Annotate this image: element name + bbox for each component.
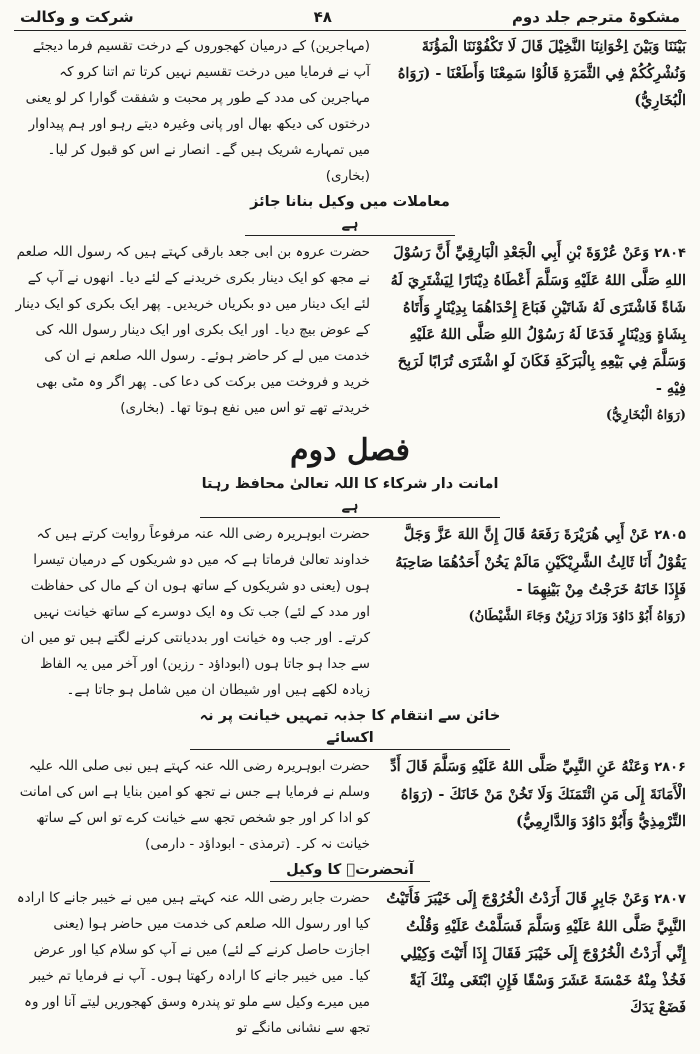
hadith-continuation [14,33,686,189]
hadith-2804-source: (رَوَاهُ الْبُخَارِيُّ) [605,408,686,423]
hadith-2804-arabic-col [386,239,686,429]
hadith-2806-urdu: حضرت ابوہریرہ رضی اللہ عنہ کہتے ہیں نبی صلی اللہ علیہ وسلم نے فرمایا ہے جس نے تجھ کو امین بنایا ہے اس کی امانت کو ادا کر اور جو شخص تجھ سے خیانت کرے تو اس کے ساتھ خیانت نہ کر۔ (ترمذی - ابوداؤد - دارمی) [19,758,370,852]
hadith-2806 [14,753,686,857]
hadith-2804-arabic [386,239,686,402]
heading-text: آنحضرتؐ کا وکیل [270,859,430,882]
hadith-2805-arabic-col [386,521,686,703]
hadith-2805-source: (رَوَاهُ أَبُوْ دَاوُدَ وَزَادَ رَزِيْنٌ وَجَاءَ الشَّيْطَانُ) [468,609,686,624]
section-heading-agency [14,191,686,236]
hadith-arabic-text: وَعَنْ عُرْوَةَ بْنِ أَبِي الْجَعْدِ الْبَارِقِيِّ أَنَّ رَسُوْلَ اللهِ صَلَّى اللهُ عَلَيْهِ وَسَلَّمَ أَعْطَاهُ دِيْنَارًا لِيَشْتَرِيَ لَهُ شَاةً فَاشْتَرَى لَهُ شَاتَيْنِ فَبَاعَ إِحْدَاهُمَا بِدِيْنَارٍ وَأَتَاهُ بِشَاةٍ وَدِيْنَارٍ فَدَعَا لَهُ رَسُوْلُ اللهِ صَلَّى اللهُ عَلَيْهِ وَسَلَّمَ فِي بَيْعِهِ بِالْبَرَكَةِ فَكَانَ لَوِ اشْتَرَى تُرَابًا لَرَبِحَ فِيْهِ - [390,244,686,397]
hadith-2804 [14,239,686,429]
hadith-2805 [14,521,686,703]
hadith-arabic-text: عَنْ أَبِي هُرَيْرَةَ رَفَعَهُ قَالَ إِنَّ اللهَ عَزَّ وَجَلَّ يَقُوْلُ أَنَا ثَالِثُ الشَّرِيْكَيْنِ مَالَمْ يَخُنْ أَحَدُهُمَا صَاحِبَهُ فَإِذَا خَانَهُ خَرَجْتُ مِنْ بَيْنِهِمَا - [395,526,686,598]
hadith-2804-urdu: حضرت عروہ بن ابی جعد بارقی کہتے ہیں کہ رسول اللہ صلعم نے مجھ کو ایک دینار بکری خریدنے کے لئے دیا۔ انھوں نے آپ کے لئے ایک دینار میں دو بکریاں خریدیں۔ پھر ایک بکری کو ایک دینار کے عوض بیچ دیا۔ اور ایک بکری اور ایک دینار رسول اللہ کی خدمت میں لے کر حاضر ہوئے۔ رسول اللہ صلعم نے ان کی خرید و فروخت میں برکت کی دعا کی۔ پھر اگر وہ مٹی بھی خریدتے تھے تو اس میں نفع ہوتا تھا۔ (بخاری) [15,244,370,416]
section-heading-agent [14,859,686,882]
hadith-number: ۲۸۰۶ [654,760,686,775]
hadith-number: ۲۸۰۷ [654,892,686,907]
heading-text: امانت دار شرکاء کا اللہ تعالیٰ محافظ رہتا ہے [200,473,500,518]
page-header [14,6,686,31]
hadith-2805-arabic [386,521,686,603]
chapter-title: فصل دوم [290,433,410,468]
hadith-arabic-text: وَعَنْ جَابِرٍ قَالَ أَرَدْتُ الْخُرُوْجَ إِلَى خَيْبَرَ فَأَتَيْتُ النَّبِيَّ صَلَّى اللهُ عَلَيْهِ وَسَلَّمَ فَسَلَّمْتُ عَلَيْهِ وَقُلْتُ إِنِّي أَرَدْتُ الْخُرُوْجَ إِلَى خَيْبَرَ فَقَالَ إِذَا أَتَيْتَ وَكِيْلِي فَخُذْ مِنْهُ خَمْسَةَ عَشَرَ وَسْقًا فَإِنِ ابْتَغَى مِنْكَ آيَةً فَضَعْ يَدَكَ [386,890,686,1016]
header-book-title: مشکوۃ مترجم جلد دوم [511,8,680,26]
hadith-2806-arabic [386,753,686,857]
continuation-urdu: (مہاجرین) کے درمیان کھجوروں کے درخت تقسیم فرما دیجئے آپ نے فرمایا میں درخت تقسیم نہیں کرتا تم اتنا کرو کہ مہاجرین کی مدد کے طور پر محبت و شفقت گوارا کر لو یعنی درختوں کی دیکھ بھال اور پانی وغیرہ دیتے رہو اور ہم پیداوار میں تمہارے شریک ہیں گے۔ انصار نے اس کو قبول کر لیا۔ (بخاری) [25,38,370,184]
continuation-arabic: بَيْنَنَا وَبَيْنَ اِخْوَانِنَا النَّخِيْلَ قَالَ لَا تَكْفُوْنَنَا الْمَؤُنَةَ وَنُشْرِكُكُمْ فِي الثَّمَرَةِ قَالُوْا سَمِعْنَا وَأَطَعْنَا - (رَوَاهُ الْبُخَارِيُّ) [397,38,686,109]
header-page-number: ۴۸ [313,8,332,26]
header-chapter-title: شرکت و وکالت [20,8,134,26]
hadith-2807 [14,885,686,1041]
hadith-2805-urdu: حضرت ابوہریرہ رضی اللہ عنہ مرفوعاً روایت کرتے ہیں کہ خداوند تعالیٰ فرماتا ہے کہ میں دو شریکوں کے درمیان تیسرا ہوں (یعنی دو شریکوں کے ساتھ ہوں ان کے مال کی حفاظت اور مدد کے لئے) جب تک وہ ایک دوسرے کے ساتھ خیانت نہیں کرتے۔ اور جب وہ خیانت اور بددیانتی کرنے لگتے ہیں تو میں ان سے جدا ہو جاتا ہوں (ابوداؤد - رزین) اور آخر میں یہ الفاظ زیادہ لکھے ہیں اور شیطان ان میں شامل ہو جاتا ہے۔ [20,526,370,698]
section-heading-trust [14,473,686,518]
hadith-number: ۲۸۰۵ [654,528,686,543]
hadith-arabic-text: وَعَنْهُ عَنِ النَّبِيِّ صَلَّى اللهُ عَلَيْهِ وَسَلَّمَ قَالَ أَدِّ الْأَمَانَةَ إِلَى مَنِ ائْتَمَنَكَ وَلَا تَخُنْ مَنْ خَانَكَ - (رَوَاهُ التِّرْمِذِيُّ وَأَبُوْ دَاوُدَ وَالدَّارِمِيُّ) [390,758,686,830]
heading-text: معاملات میں وکیل بنانا جائز ہے [245,191,455,236]
hadith-2807-arabic [386,885,686,1041]
section-heading-betrayal [14,705,686,750]
heading-text: خائن سے انتقام کا جذبہ تمہیں خیانت پر نہ اکسائے [190,705,510,750]
hadith-number: ۲۸۰۴ [654,246,686,261]
hadith-2807-urdu: حضرت جابر رضی اللہ عنہ کہتے ہیں میں نے خیبر جانے کا ارادہ کیا اور رسول اللہ صلعم کی خدمت میں حاضر ہوا (یعنی اجازت حاصل کرنے کے لئے) میں نے آپ کو سلام کیا اور عرض کیا۔ میں خیبر جانے کا ارادہ رکھتا ہوں۔ آپ نے فرمایا تم خیبر میں میرے وکیل سے ملو تو پندرہ وسق کھجوریں لیتے آنا اور وہ تجھ سے نشانی مانگے تو [16,890,370,1036]
